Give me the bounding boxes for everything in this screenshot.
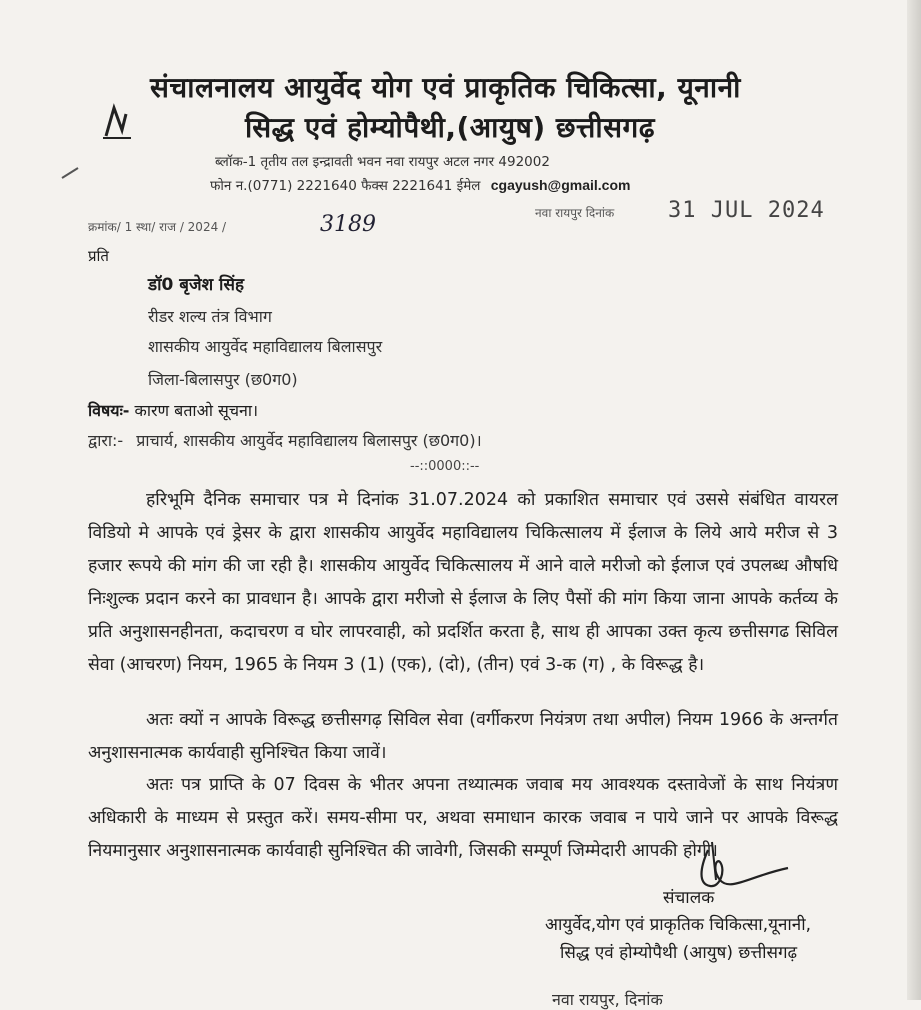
header-email: cgayush@gmail.com xyxy=(490,177,631,193)
separator: --::0000::-- xyxy=(410,459,480,474)
header-title-line1: संचालनालय आयुर्वेद योग एवं प्राकृतिक चिकित्सा, यूनानी xyxy=(150,71,741,104)
ref-handwritten-no: 3189 xyxy=(320,212,376,237)
date-stamp: 31 JUL 2024 xyxy=(668,198,825,223)
recipient-name: डॉ0 बृजेश सिंह xyxy=(148,275,244,295)
via-text: प्राचार्य, शासकीय आयुर्वेद महाविद्यालय बिलासपुर (छ0ग0)। xyxy=(136,431,482,450)
signatory-line2: सिद्ध एवं होम्योपैथी (आयुष) छत्तीसगढ़ xyxy=(560,943,798,963)
footer-cut-text: नवा रायपुर, दिनांक xyxy=(552,990,663,1009)
paper-edge xyxy=(907,0,921,1000)
recipient-designation: रीडर शल्य तंत्र विभाग xyxy=(148,307,272,326)
header-contact xyxy=(210,176,630,194)
header-address: ब्लॉक-1 तृतीय तल इन्द्रावती भवन नवा रायपुर अटल नगर 492002 xyxy=(215,154,550,170)
signatory-title: संचालक xyxy=(663,888,715,908)
body-paragraph-2: अतः क्यों न आपके विरूद्ध छत्तीसगढ़ सिविल सेवा (वर्गीकरण नियंत्रण तथा अपील) नियम 1966 के अन्तर्गत अनुशासनात्मक कार्यवाही सुनिश्चित किया जावें। xyxy=(88,710,838,763)
subject-label: विषयः- xyxy=(88,401,130,420)
to-label: प्रति xyxy=(88,247,109,265)
body-paragraph-1: हरिभूमि दैनिक समाचार पत्र मे दिनांक 31.07.2024 को प्रकाशित समाचार एवं उससे संबंधित वायरल विडियो मे आपके एवं ड्रेसर के द्वारा शासकीय आयुर्वेद महाविद्यालय चिकित्सालय में ईलाज के लिये आये मरीज से 3 हजार रूपये की मांग की जा रही है। शासकीय आयुर्वेद चिकित्सालय में आने वाले मरीजो को ईलाज एवं उपलब्ध औषधि निःशुल्क प्रदान करने का प्रावधान है। आपके द्वारा मरीजो से ईलाज के लिए पैसों की मांग किया जाना आपके कर्तव्य के प्रति अनुशासनहीनता, कदाचरण व घोर लापरवाही, को प्रदर्शित करता है, साथ ही आपका उक्त कृत्य छत्तीसगढ सिविल सेवा (आचरण) नियम, 1965 के नियम 3 (1) (एक), (दो), (तीन) एवं 3-क (ग) , के विरूद्ध है। xyxy=(88,490,838,675)
via-label: द्वारा:- xyxy=(88,431,124,450)
header-contact-text: फोन न.(0771) 2221640 फैक्स 2221641 ईमेल xyxy=(210,178,481,194)
subject-text: कारण बताओ सूचना। xyxy=(134,401,259,420)
recipient-institution: शासकीय आयुर्वेद महाविद्यालय बिलासपुर xyxy=(148,337,383,356)
ref-number: क्रमांक/ 1 स्था/ राज / 2024 / xyxy=(88,220,227,234)
margin-mark xyxy=(60,165,80,184)
emblem-icon xyxy=(100,100,134,144)
place-date-label: नवा रायपुर दिनांक xyxy=(535,206,615,220)
recipient-district: जिला-बिलासपुर (छ0ग0) xyxy=(148,370,298,389)
body-paragraph-3: अतः पत्र प्राप्ति के 07 दिवस के भीतर अपना तथ्यात्मक जवाब मय आवश्यक दस्तावेजों के साथ नियंत्रण अधिकारी के माध्यम से प्रस्तुत करें। समय-सीमा पर, अथवा समाधान कारक जवाब न पाये जाने पर आपके विरूद्ध नियमानुसार अनुशासनात्मक कार्यवाही सुनिश्चित की जावेगी, जिसकी सम्पूर्ण जिम्मेदारी आपकी होगी। xyxy=(88,775,838,861)
via-line xyxy=(88,429,482,451)
signatory-line1: आयुर्वेद,योग एवं प्राकृतिक चिकित्सा,यूनानी, xyxy=(545,915,812,935)
header-title-line2: सिद्ध एवं होम्योपैथी,(आयुष) छत्तीसगढ़ xyxy=(245,111,656,144)
subject-line xyxy=(88,399,258,421)
